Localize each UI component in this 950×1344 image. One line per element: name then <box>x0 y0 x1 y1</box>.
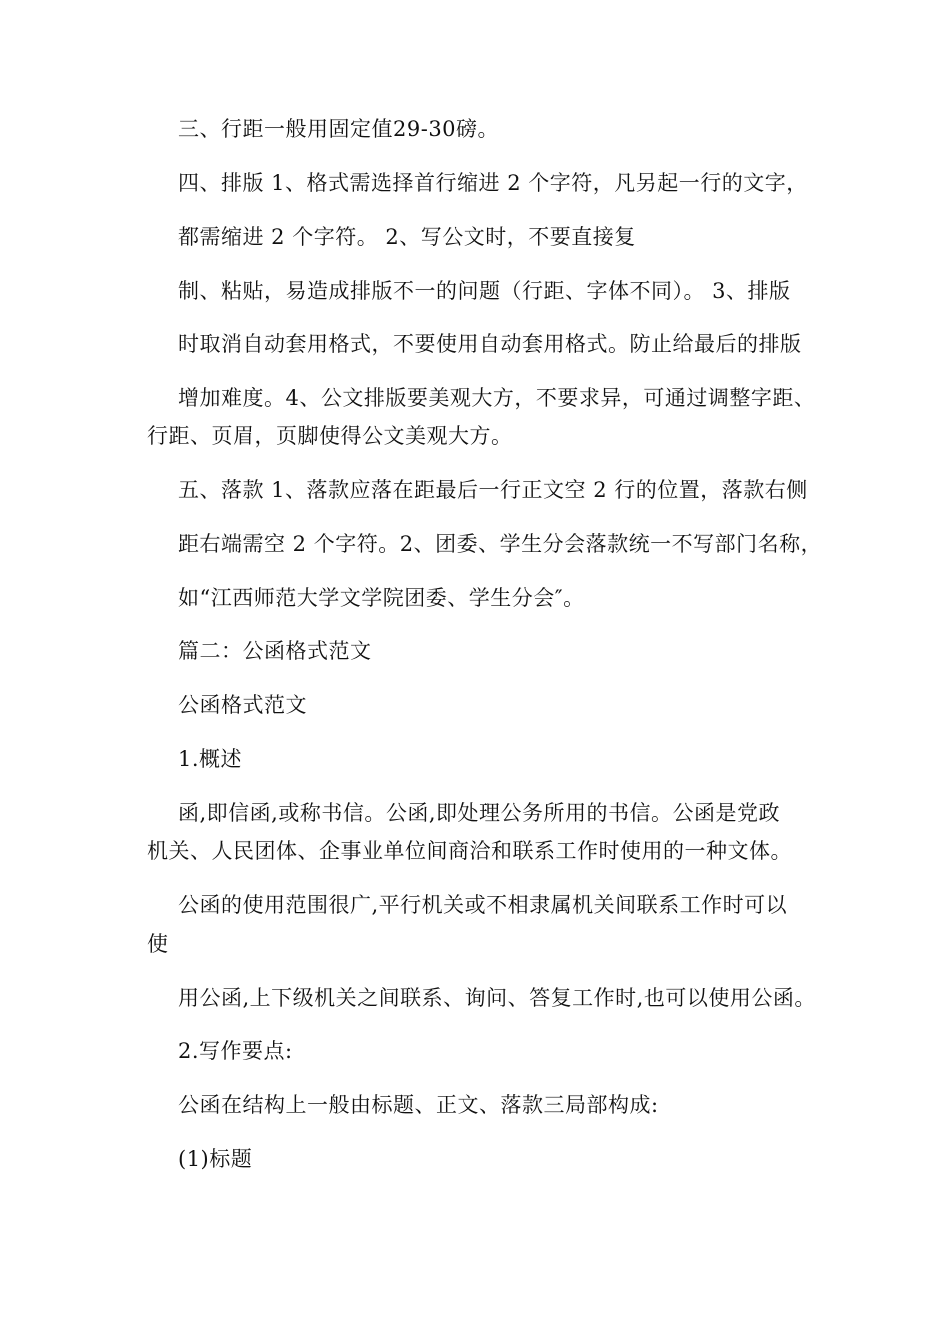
paragraph-line: 机关、人民团体、企事业单位间商洽和联系工作时使用的一种文体。 <box>147 839 792 863</box>
paragraph-line: 如“江西师范大学文学院团委、学生分会″。 <box>178 586 585 610</box>
paragraph-line: 用公函,上下级机关之间联系、询问、答复工作时,也可以使用公函。 <box>178 986 816 1010</box>
paragraph-line: 公函的使用范围很广,平行机关或不相隶属机关间联系工作时可以 <box>178 893 788 917</box>
paragraph-line: 函,即信函,或称书信。公函,即处理公务所用的书信。公函是党政 <box>178 801 781 825</box>
paragraph-line: 公函在结构上一般由标题、正文、落款三局部构成: <box>178 1093 659 1117</box>
paragraph-line: 行距、页眉，页脚使得公文美观大方。 <box>147 424 513 448</box>
paragraph-line: 时取消自动套用格式，不要使用自动套用格式。防止给最后的排版 <box>178 332 802 356</box>
paragraph-line: 四、排版 1、格式需选择首行缩进 2 个字符，凡另起一行的文字， <box>178 171 808 195</box>
paragraph-line: 制、粘贴，易造成排版不一的问题（行距、字体不同）。 3、排版 <box>178 279 791 303</box>
section-heading: 1.概述 <box>178 747 243 771</box>
paragraph-line: 五、落款 1、落款应落在距最后一行正文空 2 行的位置，落款右侧 <box>178 478 808 502</box>
paragraph-line: 距右端需空 2 个字符。2、团委、学生分会落款统一不写部门名称， <box>178 532 823 556</box>
paragraph-line: 增加难度。4、公文排版要美观大方，不要求异，可通过调整字距、 <box>178 386 816 410</box>
section-heading: 2.写作要点: <box>178 1039 293 1063</box>
paragraph-line: 三、行距一般用固定值29-30磅。 <box>178 117 500 141</box>
paragraph-line: 都需缩进 2 个字符。 2、写公文时，不要直接复 <box>178 225 636 249</box>
section-heading: 篇二：公函格式范文 <box>178 639 372 663</box>
document-title: 公函格式范文 <box>178 693 307 717</box>
paragraph-line: 使 <box>147 932 169 956</box>
section-heading: (1)标题 <box>178 1147 253 1171</box>
